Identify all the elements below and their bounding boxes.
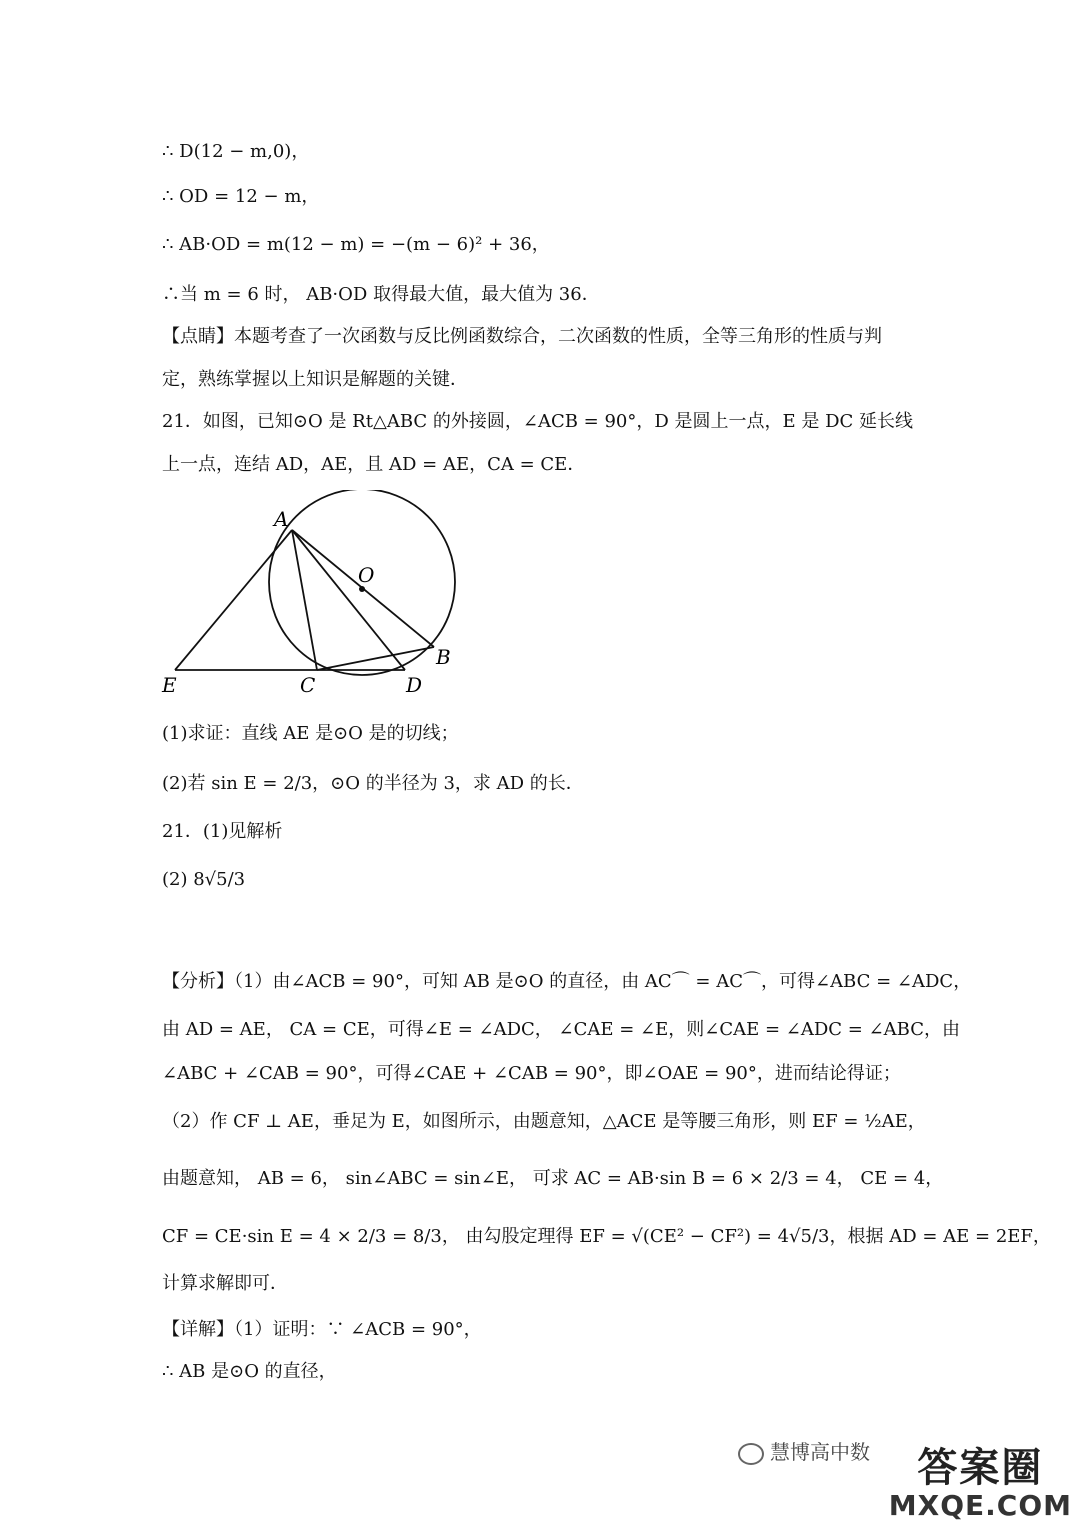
text-line: ∴ AB 是⊙O 的直径， bbox=[162, 1361, 337, 1382]
text-line: 【详解】（1）证明：∵ ∠ACB = 90°， bbox=[162, 1319, 482, 1340]
text-line: 21．(1)见解析 bbox=[162, 821, 283, 842]
label-c: C bbox=[300, 673, 316, 697]
logo-cn: 答案圈 bbox=[917, 1445, 1044, 1491]
segment-ea bbox=[175, 530, 292, 670]
text-line: 21．如图，已知⊙O 是 Rt△ABC 的外接圆，∠ACB = 90°，D 是圆上一点，E 是 DC 延长线 bbox=[162, 411, 914, 432]
label-e: E bbox=[162, 673, 177, 697]
text-line: 计算求解即可． bbox=[162, 1273, 288, 1294]
text-line: ∴ OD = 12 − m， bbox=[162, 186, 320, 207]
text-line: 【点睛】本题考查了一次函数与反比例函数综合，二次函数的性质，全等三角形的性质与判 bbox=[162, 326, 882, 347]
text-line: (2) 8√5/3 bbox=[162, 869, 246, 890]
text-line: CF = CE·sin E = 4 × 2/3 = 8/3， 由勾股定理得 EF = √(CE² − CF²) = 4√5/3，根据 AD = AE = 2EF， bbox=[162, 1226, 1051, 1247]
text-line: ∴ AB·OD = m(12 − m) = −(m − 6)² + 36， bbox=[162, 234, 550, 255]
label-o: O bbox=[358, 563, 375, 587]
geometry-figure bbox=[150, 490, 480, 710]
text-line: （2）作 CF ⊥ AE，垂足为 E，如图所示，由题意知，△ACE 是等腰三角形，则 EF = ½AE， bbox=[162, 1111, 926, 1132]
watermark bbox=[738, 1436, 870, 1465]
text-line: (1)求证：直线 AE 是⊙O 是的切线； bbox=[162, 723, 459, 744]
site-logo bbox=[888, 1445, 1072, 1522]
text-line: 由题意知， AB = 6， sin∠ABC = sin∠E， 可求 AC = AB·sin B = 6 × 2/3 = 4， CE = 4， bbox=[162, 1168, 944, 1189]
text-line: 由 AD = AE， CA = CE，可得∠E = ∠ADC， ∠CAE = ∠E，则∠CAE = ∠ADC = ∠ABC，由 bbox=[162, 1019, 960, 1040]
segment-ad bbox=[292, 530, 405, 670]
text-line: 定，熟练掌握以上知识是解题的关键． bbox=[162, 369, 468, 390]
text-line: ∴当 m = 6 时， AB·OD 取得最大值，最大值为 36． bbox=[162, 284, 600, 305]
text-line: 上一点，连结 AD，AE，且 AD = AE，CA = CE． bbox=[162, 454, 586, 475]
text-line: (2)若 sin E = 2/3，⊙O 的半径为 3，求 AD 的长． bbox=[162, 773, 584, 794]
wechat-icon bbox=[738, 1443, 764, 1465]
text-line: 【分析】（1）由∠ACB = 90°，可知 AB 是⊙O 的直径，由 AC⌒ = AC⌒，可得∠ABC = ∠ADC， bbox=[162, 971, 972, 992]
watermark-text: 慧博高中数 bbox=[770, 1440, 870, 1464]
logo-en: MXQE.COM bbox=[888, 1489, 1072, 1522]
label-b: B bbox=[436, 645, 451, 669]
text-line: ∠ABC + ∠CAB = 90°，可得∠CAE + ∠CAB = 90°，即∠OAE = 90°，进而结论得证； bbox=[162, 1063, 901, 1084]
text-line: ∴ D(12 − m,0)， bbox=[162, 141, 310, 162]
label-a: A bbox=[274, 507, 289, 531]
label-d: D bbox=[406, 673, 423, 697]
segment-ac bbox=[292, 530, 317, 670]
